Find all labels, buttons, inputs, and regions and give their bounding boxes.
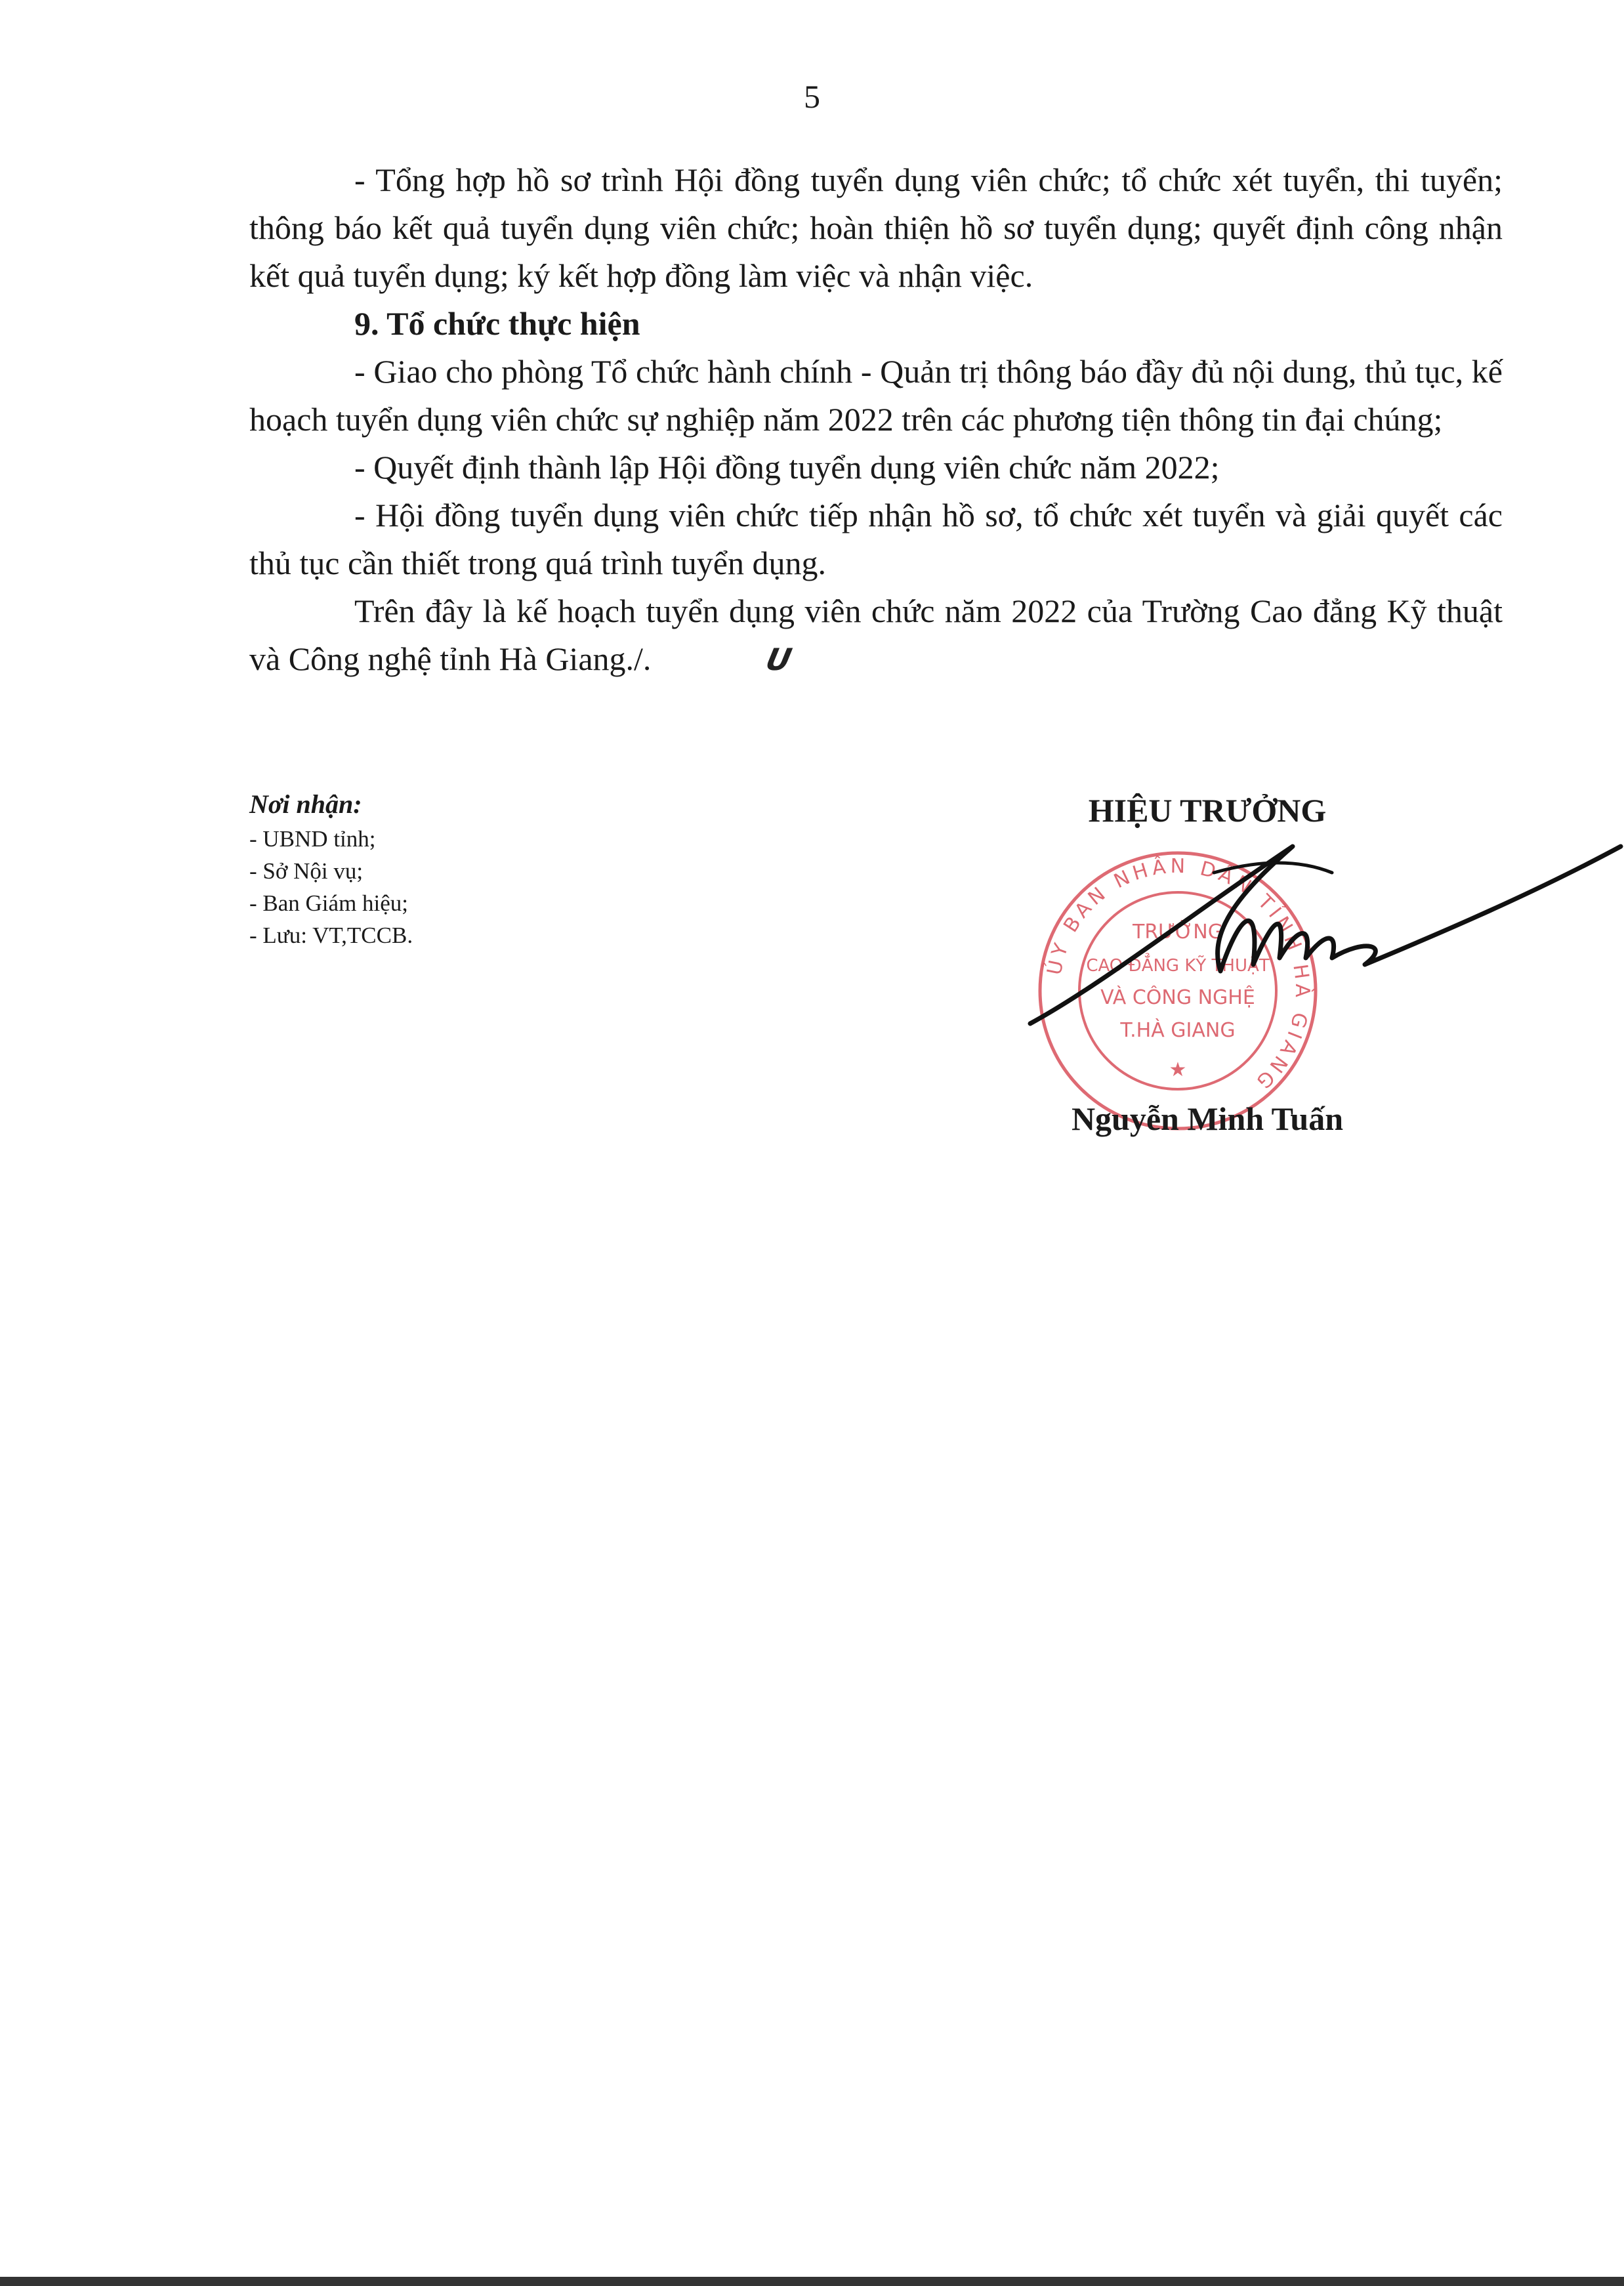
section-heading-implementation: 9. Tổ chức thực hiện — [354, 305, 640, 342]
seal-line-2: CAO ĐẲNG KỸ THUẬT — [1086, 956, 1270, 976]
seal-outer-text: ỦY BAN NHÂN DÂN TỈNH HÀ GIANG — [1043, 854, 1314, 1096]
paragraph-closing — [249, 587, 1503, 684]
paragraph-council-duties: - Hội đồng tuyển dụng viên chức tiếp nhận hồ sơ, tổ chức xét tuyển và giải quyết các thủ tục cần thiết trong quá trình tuyển dụng. — [249, 497, 1503, 581]
recipients-title: Nơi nhận: — [249, 789, 362, 819]
recipients-block — [249, 786, 413, 951]
recipient-item: - UBND tỉnh; — [249, 826, 376, 852]
recipient-item: - Sở Nội vụ; — [249, 858, 364, 884]
document-body — [249, 156, 1503, 684]
seal-line-1: TRƯỜNG — [1133, 921, 1223, 944]
seal-line-4: T.HÀ GIANG — [1120, 1019, 1236, 1042]
page-number: 5 — [804, 78, 820, 115]
handwritten-signature — [1024, 833, 1624, 1043]
recipients-list — [249, 823, 413, 951]
scan-bottom-edge — [0, 2277, 1624, 2286]
recipient-item: - Lưu: VT,TCCB. — [249, 923, 413, 948]
paragraph-compile-dossier: - Tổng hợp hồ sơ trình Hội đồng tuyển dụng viên chức; tổ chức xét tuyển, thi tuyển; thông báo kết quả tuyển dụng viên chức; hoàn thiện hồ sơ tuyển dụng; quyết định công nhận kết quả tuyển dụng; ký kết hợp đồng làm việc và nhận việc. — [249, 161, 1503, 294]
signer-name: Nguyễn Minh Tuấn — [1071, 1100, 1344, 1137]
paragraph-assign-department: - Giao cho phòng Tổ chức hành chính - Quản trị thông báo đầy đủ nội dung, thủ tục, kế hoạch tuyển dụng viên chức sự nghiệp năm 2022 trên các phương tiện thông tin đại chúng; — [249, 353, 1503, 438]
handwritten-initials: U — [762, 642, 795, 677]
seal-star-icon: ★ — [1169, 1058, 1187, 1081]
recipient-item: - Ban Giám hiệu; — [249, 890, 409, 916]
seal-line-3: VÀ CÔNG NGHỆ — [1100, 986, 1255, 1009]
signer-title: HIỆU TRƯỞNG — [1088, 792, 1327, 829]
closing-text: Trên đây là kế hoạch tuyển dụng viên chức năm 2022 của Trường Cao đẳng Kỹ thuật và Công nghệ tỉnh Hà Giang./. — [249, 592, 1503, 677]
paragraph-establish-council: - Quyết định thành lập Hội đồng tuyển dụng viên chức năm 2022; — [354, 449, 1220, 486]
